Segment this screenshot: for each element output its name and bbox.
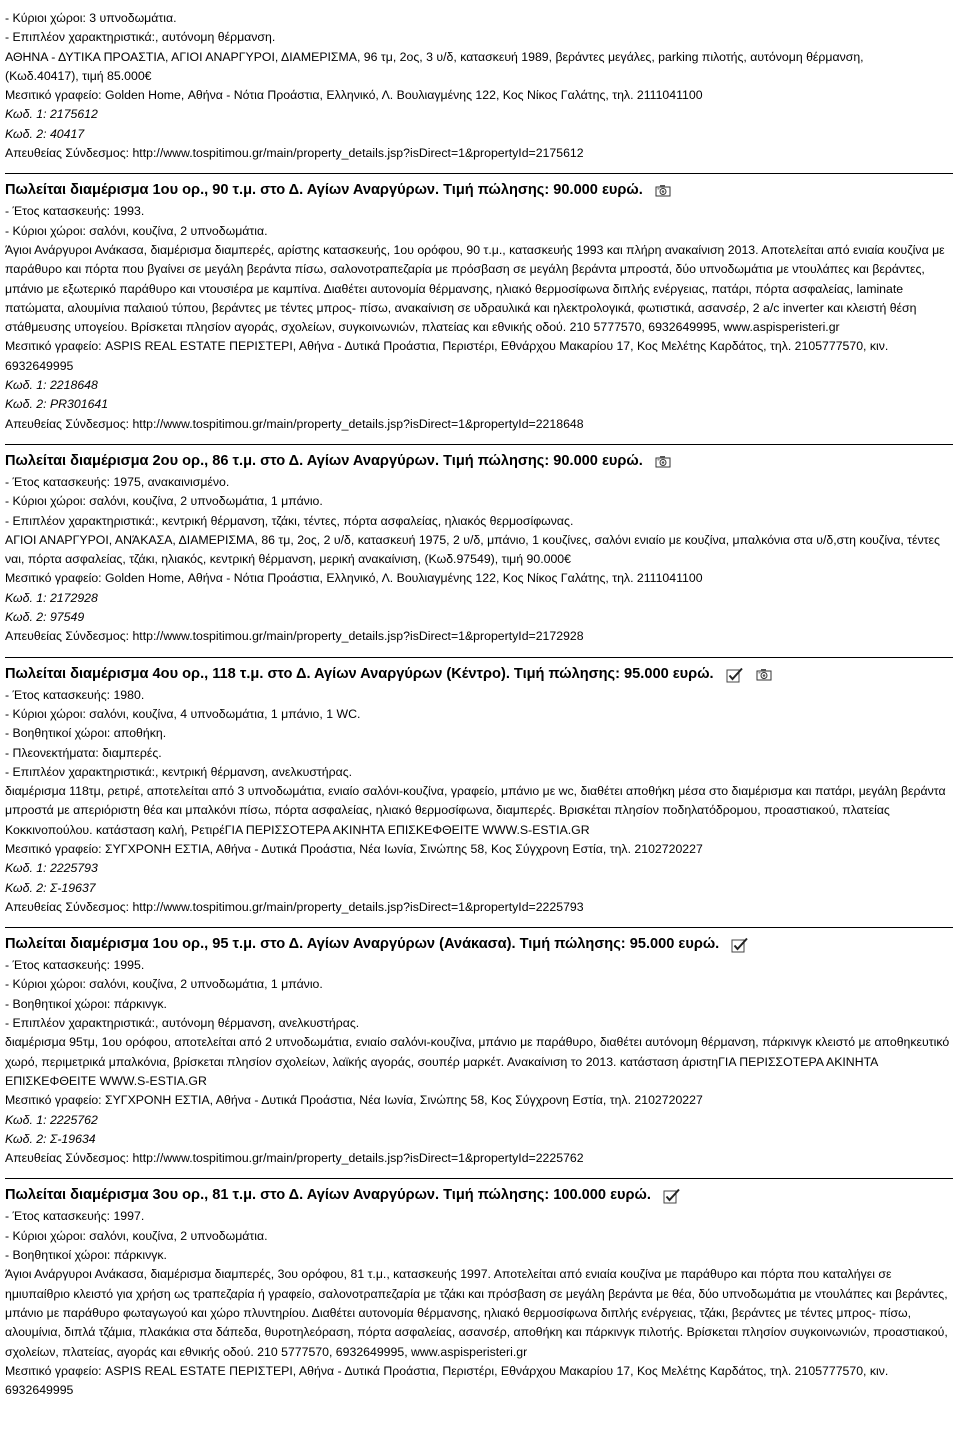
- listing-icons: [655, 454, 671, 468]
- listing-detail: - Βοηθητικοί χώροι: αποθήκη.: [5, 726, 167, 741]
- listing: [5, 927, 953, 1168]
- listing-description: Άγιοι Ανάργυροι Ανάκασα, διαμέρισμα διαμπερές, 3ου ορόφου, 81 τ.μ., κατασκευής 1997. Αποτελείται από ενιαία κουζίνα με παράθυρο και πόρτα που καταλήγει σε ημιυπαίθριο κλειστό για χρήση ως τραπεζαρία ή γραφείο, σαλονοτραπεζαρία με τζάκι και πρόσβαση σε μεγάλη βεράντα με θέα, δύο υπνοδωμάτια με ντουλάπες και βεράντες, μπάνιο με παράθυρο φωταγωγού και χώρο πλυντηρίου. Διαθέτει αυτονομία θέρμανσης, ηλιακό θερμοσίφωνα διπλής ενέργειας, τζάκι, βεράντες με τέντες μπρος- πίσω, αλουμίνια, διπλά τζάμια, πλακάκια στα δάπεδα, θυροτηλεόραση, πόρτα ασφαλείας, ασανσέρ, αποθήκη και πάρκινγκ πιλοτής. Βρίσκεται πλησίον συγκοινωνιών, προαστιακού, σχολείων, πλατείας, αγοράς και εθνικής οδού. 210 5777570, 6932649995, www.aspisperisteri.gr: [5, 1267, 948, 1359]
- listing: [5, 173, 953, 434]
- listing-detail: - Κύριοι χώροι: σαλόνι, κουζίνα, 4 υπνοδωμάτια, 1 μπάνιο, 1 WC.: [5, 706, 361, 721]
- listing-title[interactable]: Πωλείται διαμέρισμα 1ου ορ., 90 τ.μ. στο Δ. Αγίων Αναργύρων. Τιμή πώλησης: 90.000 ευρώ.: [5, 182, 643, 199]
- listing-title-row: [5, 662, 953, 686]
- agency-info: Μεσιτικό γραφείο: ΣΥΓΧΡΟΝΗ ΕΣΤΙΑ, Αθήνα - Δυτικά Προάστια, Νέα Ιωνία, Σινώπης 58, Κος Σύγχρονη Εστία, τηλ. 2102720227: [5, 1093, 703, 1108]
- listing-detail: - Επιπλέον χαρακτηριστικά:, κεντρική θέρμανση, ανελκυστήρας.: [5, 764, 353, 779]
- code-2: Κωδ. 2: Σ-19637: [5, 880, 96, 895]
- intro-line: - Επιπλέον χαρακτηριστικά:, αυτόνομη θέρμανση.: [5, 30, 276, 45]
- document-page: [5, 9, 953, 1400]
- listing: [5, 657, 953, 918]
- listing-icons: [663, 1188, 679, 1202]
- intro-line: (Κωδ.40417), τιμή 85.000€: [5, 68, 152, 83]
- listing-detail: - Πλεονεκτήματα: διαμπερές.: [5, 745, 162, 760]
- agency-info: Μεσιτικό γραφείο: ΣΥΓΧΡΟΝΗ ΕΣΤΙΑ, Αθήνα - Δυτικά Προάστια, Νέα Ιωνία, Σινώπης 58, Κος Σύγχρονη Εστία, τηλ. 2102720227: [5, 841, 703, 856]
- code-1: Κωδ. 1: 2225793: [5, 861, 98, 876]
- listing-title[interactable]: Πωλείται διαμέρισμα 4ου ορ., 118 τ.μ. στο Δ. Αγίων Αναργύρων (Κέντρο). Τιμή πώλησης: 95.000 ευρώ.: [5, 665, 714, 682]
- camera-icon: [655, 454, 671, 468]
- listing-detail: - Βοηθητικοί χώροι: πάρκινγκ.: [5, 1248, 167, 1263]
- agency-info: Μεσιτικό γραφείο: Golden Home, Αθήνα - Νότια Προάστια, Ελληνικό, Λ. Βουλιαγμένης 122, Κος Νίκος Γαλάτης, τηλ. 2111041100: [5, 571, 703, 586]
- listing-detail: - Έτος κατασκευής: 1993.: [5, 204, 145, 219]
- intro-line: - Κύριοι χώροι: 3 υπνοδωμάτια.: [5, 11, 177, 25]
- listing-detail: - Κύριοι χώροι: σαλόνι, κουζίνα, 2 υπνοδωμάτια.: [5, 1228, 268, 1243]
- listing-detail: - Επιπλέον χαρακτηριστικά:, αυτόνομη θέρμανση, ανελκυστήρας.: [5, 1016, 360, 1031]
- listing-detail: - Βοηθητικοί χώροι: πάρκινγκ.: [5, 996, 167, 1011]
- listing-title-row: [5, 932, 953, 956]
- listing-detail: - Κύριοι χώροι: σαλόνι, κουζίνα, 2 υπνοδωμάτια.: [5, 223, 268, 238]
- listing-detail: - Κύριοι χώροι: σαλόνι, κουζίνα, 2 υπνοδωμάτια, 1 μπάνιο.: [5, 494, 323, 509]
- listing-description: Άγιοι Ανάργυροι Ανάκασα, διαμέρισμα διαμπερές, αρίστης κατασκευής, 1ου ορόφου, 90 τ.μ., κατασκευής 1993 και πλήρη ανακαίνιση 2013. Αποτελείται από ενιαία κουζίνα με παράθυρο και πόρτα που βγαίνει σε μεγάλη βεράντα πίσω, σαλονοτραπεζαρία με πρόσβαση σε μεγάλη βεράντα μπροστά, δύο υπνοδωμάτια με ντουλάπες και βεράντες, μπάνιο με εξωτερικό παράθυρο και ντουσιέρα με καμπίνα. Διαθέτει αυτονομία θέρμανσης, ηλιακό θερμοσίφωνα διπλής ενέργειας, πατάρι, πόρτα ασφαλείας, laminate πατώματα, αλουμίνια παλαιού τύπου, βεράντες με τέντες μπρος- πίσω, ανακαίνιση σε υδραυλικά και ηλεκτρολογικά, φωτιστικά, ασανσέρ, 2 a/c inverter και κλειστή θέση στάθμευσης υπογείου. Βρίσκεται πλησίον αγοράς, σχολείων, συγκοινωνιών, πλατείας και εθνικής οδού. 210 5777570, 6932649995, www.aspisperisteri.gr: [5, 242, 945, 335]
- intro-section: [5, 9, 953, 163]
- listing-title[interactable]: Πωλείται διαμέρισμα 1ου ορ., 95 τ.μ. στο Δ. Αγίων Αναργύρων (Ανάκασα). Τιμή πώλησης: 95.000 ευρώ.: [5, 936, 720, 953]
- listing-icons: [726, 667, 772, 681]
- listing: [5, 1178, 953, 1400]
- listing-description: ΑΓΙΟΙ ΑΝΑΡΓΥΡΟΙ, ΑΝΆΚΑΣΑ, ΔΙΑΜΕΡΙΣΜΑ, 86 τμ, 2ος, 2 υ/δ, κατασκευή 1975, 2 υ/δ, μπάνιο, 1 κουζίνες, σαλόνι ενιαίο με κουζίνα, μπαλκόνια στα υ/δ,στη κουζίνα, τέντες ναι, πόρτα ασφαλείας, τζάκι, ηλιακός, κεντρική θέρμανση, μερική ανακαίνιση, (Κωδ.97549), τιμή 90.000€: [5, 532, 940, 567]
- code-2: Κωδ. 2: PR301641: [5, 397, 109, 412]
- listing-description: διαμέρισμα 118τμ, ρετιρέ, αποτελείται από 3 υπνοδωμάτια, ενιαίο σαλόνι-κουζίνα, γραφείο, μπάνιο με wc, διαθέτει αποθήκη μέσα στο διαμέρισμα και πατάρι, μεγάλη βεράντα μπροστά με απεριόριστη θέα και μπαλκόνι πίσω, πόρτα ασφαλείας, ηλιακό θερμοσίφωνα, διαμπερές. Βρισκέται πλησίον ποδηλατόδρομου, προαστιακού, πλατείας Κοκκινοπούλου. κατάσταση καλή, ΡετιρέΓΙΑ ΠΕΡΙΣΣΟΤΕΡΑ ΑΚΙΝΗΤΑ ΕΠΙΣΚΕΦΘΕΙΤΕ WWW.S-ESTIA.GR: [5, 784, 946, 837]
- listing-icons: [655, 183, 671, 197]
- code-2: Κωδ. 2: 40417: [5, 126, 85, 141]
- listing: [5, 444, 953, 647]
- listing-detail: - Επιπλέον χαρακτηριστικά:, κεντρική θέρμανση, τζάκι, τέντες, πόρτα ασφαλείας, ηλιακός θερμοσίφωνας.: [5, 513, 574, 528]
- agency-info: Μεσιτικό γραφείο: ASPIS REAL ESTATE ΠΕΡΙΣΤΕΡΙ, Αθήνα - Δυτικά Προάστια, Περιστέρι, Εθνάρχου Μακαρίου 17, Κος Μελέτης Καρδάτος, τηλ. 2105777570, κιν. 6932649995: [5, 339, 889, 373]
- checkbox-icon: [726, 667, 742, 681]
- code-1: Κωδ. 1: 2175612: [5, 107, 98, 122]
- camera-icon: [655, 183, 671, 197]
- checkbox-icon: [731, 937, 747, 951]
- intro-line: ΑΘΗΝΑ - ΔΥΤΙΚΑ ΠΡΟΑΣΤΙΑ, ΑΓΙΟΙ ΑΝΑΡΓΥΡΟΙ, ΔΙΑΜΕΡΙΣΜΑ, 96 τμ, 2ος, 3 υ/δ, κατασκευή 1989, βεράντες μεγάλες, parking πιλοτής, αυτόνομη θέρμανση,: [5, 49, 864, 64]
- listing-detail: - Έτος κατασκευής: 1995.: [5, 958, 145, 973]
- listing-title[interactable]: Πωλείται διαμέρισμα 2ου ορ., 86 τ.μ. στο Δ. Αγίων Αναργύρων. Τιμή πώλησης: 90.000 ευρώ.: [5, 452, 643, 469]
- intro-line: Μεσιτικό γραφείο: Golden Home, Αθήνα - Νότια Προάστια, Ελληνικό, Λ. Βουλιαγμένης 122, Κος Νίκος Γαλάτης, τηλ. 2111041100: [5, 88, 703, 103]
- code-1: Κωδ. 1: 2225762: [5, 1112, 98, 1127]
- direct-link[interactable]: Απευθείας Σύνδεσμος: http://www.tospitimou.gr/main/property_details.jsp?isDirect=1&propertyId=2225793: [5, 899, 584, 914]
- listing-description: διαμέρισμα 95τμ, 1ου ορόφου, αποτελείται από 2 υπνοδωμάτια, ενιαίο σαλόνι-κουζίνα, μπάνιο με παράθυρο, διαθέτει αυτόνομη θέρμανση, πάρκινγκ κλειστό με αποθηκευτικό χωρό, περιμετρικά μπαλκόνια, βρίσκεται πλησίον σχολείων, λαϊκής αγοράς, σουπέρ μαρκέτ. Ανακαίνιση το 2013. κατάσταση άριστηΓΙΑ ΠΕΡΙΣΣΟΤΕΡΑ ΑΚΙΝΗΤΑ ΕΠΙΣΚΕΦΘΕΙΤΕ WWW.S-ESTIA.GR: [5, 1035, 950, 1088]
- camera-icon: [756, 667, 772, 681]
- listing-detail: - Έτος κατασκευής: 1997.: [5, 1209, 145, 1224]
- direct-link[interactable]: Απευθείας Σύνδεσμος: http://www.tospitimou.gr/main/property_details.jsp?isDirect=1&propertyId=2172928: [5, 629, 584, 644]
- agency-info: Μεσιτικό γραφείο: ASPIS REAL ESTATE ΠΕΡΙΣΤΕΡΙ, Αθήνα - Δυτικά Προάστια, Περιστέρι, Εθνάρχου Μακαρίου 17, Κος Μελέτης Καρδάτος, τηλ. 2105777570, κιν. 6932649995: [5, 1363, 889, 1398]
- listing-title-row: [5, 1183, 953, 1207]
- code-2: Κωδ. 2: 97549: [5, 610, 85, 625]
- listing-title-row: [5, 178, 953, 202]
- code-2: Κωδ. 2: Σ-19634: [5, 1131, 96, 1146]
- listing-title-row: [5, 449, 953, 473]
- listings-container: [5, 173, 953, 1400]
- direct-link[interactable]: Απευθείας Σύνδεσμος: http://www.tospitimou.gr/main/property_details.jsp?isDirect=1&propertyId=2218648: [5, 416, 584, 431]
- direct-link[interactable]: Απευθείας Σύνδεσμος: http://www.tospitimou.gr/main/property_details.jsp?isDirect=1&propertyId=2225762: [5, 1151, 584, 1166]
- checkbox-icon: [663, 1188, 679, 1202]
- code-1: Κωδ. 1: 2218648: [5, 378, 98, 393]
- listing-icons: [731, 937, 747, 951]
- listing-detail: - Κύριοι χώροι: σαλόνι, κουζίνα, 2 υπνοδωμάτια, 1 μπάνιο.: [5, 977, 323, 992]
- listing-title[interactable]: Πωλείται διαμέρισμα 3ου ορ., 81 τ.μ. στο Δ. Αγίων Αναργύρων. Τιμή πώλησης: 100.000 ευρώ.: [5, 1187, 651, 1204]
- listing-detail: - Έτος κατασκευής: 1975, ανακαινισμένο.: [5, 474, 230, 489]
- direct-link[interactable]: Απευθείας Σύνδεσμος: http://www.tospitimou.gr/main/property_details.jsp?isDirect=1&propertyId=2175612: [5, 146, 584, 161]
- code-1: Κωδ. 1: 2172928: [5, 590, 98, 605]
- listing-detail: - Έτος κατασκευής: 1980.: [5, 687, 145, 702]
